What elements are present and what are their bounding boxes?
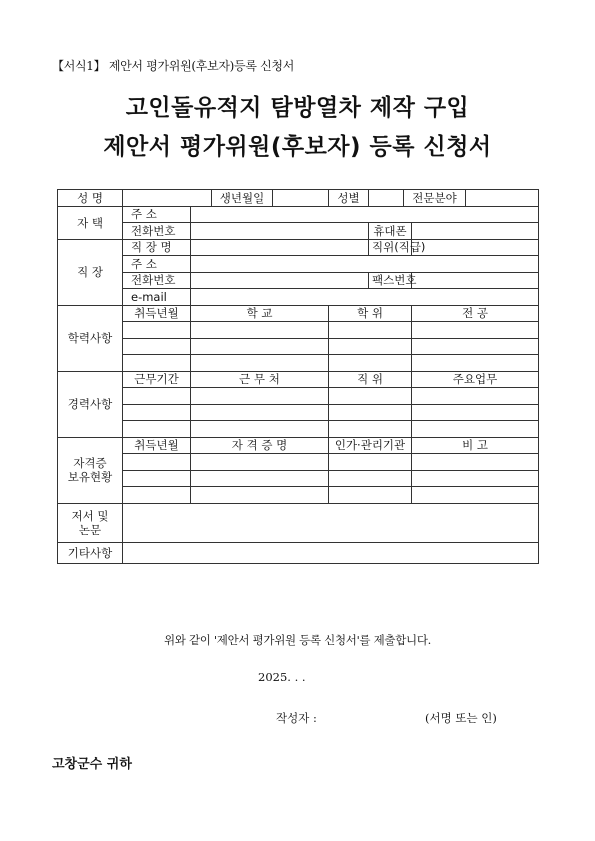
work-phone-field[interactable]: [191, 272, 369, 289]
career-cell[interactable]: [191, 421, 329, 438]
career-header-duties: 주요업무: [412, 371, 539, 388]
email-label: e-mail: [123, 289, 191, 306]
pub-label-line1: 저서 및: [71, 508, 109, 523]
home-label: 자 택: [58, 206, 123, 239]
workplace-label: 직 장 명: [123, 239, 191, 256]
edu-cell[interactable]: [123, 355, 191, 372]
name-field[interactable]: [123, 190, 212, 207]
edu-cell[interactable]: [412, 338, 539, 355]
position-field[interactable]: [412, 239, 539, 256]
career-label: 경력사항: [58, 371, 123, 437]
career-cell[interactable]: [123, 421, 191, 438]
table-row: [58, 421, 539, 438]
edu-cell[interactable]: [191, 322, 329, 339]
cert-cell[interactable]: [329, 454, 412, 471]
edu-cell[interactable]: [191, 355, 329, 372]
career-header-position: 직 위: [329, 371, 412, 388]
row-career-header: [58, 371, 539, 388]
edu-cell[interactable]: [412, 322, 539, 339]
page-title-line2: 제안서 평가위원(후보자) 등록 신청서: [103, 134, 492, 160]
home-phone-field[interactable]: [191, 223, 369, 240]
pub-label-line2: 논문: [78, 522, 102, 537]
table-row: [58, 322, 539, 339]
cert-cell[interactable]: [123, 470, 191, 487]
row-work-address: [58, 256, 539, 273]
gender-field[interactable]: [369, 190, 404, 207]
cert-cell[interactable]: [191, 487, 329, 504]
position-label: 직위(직급): [369, 239, 412, 256]
career-cell[interactable]: [123, 388, 191, 405]
cert-cell[interactable]: [329, 470, 412, 487]
edu-header-date: 취득년월: [123, 305, 191, 322]
email-field[interactable]: [191, 289, 539, 306]
career-cell[interactable]: [191, 404, 329, 421]
edu-cell[interactable]: [329, 322, 412, 339]
edu-cell[interactable]: [123, 322, 191, 339]
row-home-phone: [58, 223, 539, 240]
edu-cell[interactable]: [412, 355, 539, 372]
cert-header-date: 취득년월: [123, 437, 191, 454]
home-phone-label: 전화번호: [123, 223, 191, 240]
career-cell[interactable]: [329, 404, 412, 421]
row-cert-header: [58, 437, 539, 454]
work-address-label: 주 소: [123, 256, 191, 273]
field-field[interactable]: [466, 190, 539, 207]
row-workplace: [58, 239, 539, 256]
fax-field[interactable]: [412, 272, 539, 289]
table-row: [58, 404, 539, 421]
edu-cell[interactable]: [123, 338, 191, 355]
field-label: 전문분야: [404, 190, 466, 207]
edu-header-school: 학 교: [191, 305, 329, 322]
career-cell[interactable]: [123, 404, 191, 421]
cert-cell[interactable]: [191, 454, 329, 471]
writer-label: 작성자 :: [276, 711, 317, 725]
row-publications: [58, 503, 539, 542]
submit-statement: 위와 같이 '제안서 평가위원 등록 신청서'를 제출합니다.: [163, 633, 431, 647]
pub-field[interactable]: [123, 503, 539, 542]
work-phone-label: 전화번호: [123, 272, 191, 289]
name-label: 성 명: [58, 190, 123, 207]
table-row: [58, 388, 539, 405]
fax-label: 팩스번호: [369, 272, 412, 289]
row-home-address: [58, 206, 539, 223]
cert-cell[interactable]: [123, 454, 191, 471]
cert-header-name: 자 격 증 명: [191, 437, 329, 454]
signature-label: (서명 또는 인): [425, 711, 497, 725]
pub-label: [58, 503, 123, 542]
cert-label: [58, 437, 123, 503]
table-row: [58, 454, 539, 471]
row-name: [58, 190, 539, 207]
career-cell[interactable]: [191, 388, 329, 405]
etc-label: 기타사항: [58, 542, 123, 563]
table-row: [58, 487, 539, 504]
application-form-table: [57, 189, 539, 564]
form-label: 【서식1】 제안서 평가위원(후보자)등록 신청서: [52, 59, 295, 73]
career-cell[interactable]: [412, 388, 539, 405]
career-cell[interactable]: [329, 388, 412, 405]
cert-header-agency: 인가·관리기관: [329, 437, 412, 454]
mobile-label: 휴대폰: [369, 223, 412, 240]
career-header-period: 근무기간: [123, 371, 191, 388]
home-address-label: 주 소: [123, 206, 191, 223]
birth-field[interactable]: [273, 190, 329, 207]
table-row: [58, 355, 539, 372]
edu-header-degree: 학 위: [329, 305, 412, 322]
cert-cell[interactable]: [191, 470, 329, 487]
cert-cell[interactable]: [412, 454, 539, 471]
page-title-line1: 고인돌유적지 탐방열차 제작 구입: [125, 95, 470, 121]
cert-cell[interactable]: [412, 487, 539, 504]
career-cell[interactable]: [329, 421, 412, 438]
cert-label-line2: 보유현황: [67, 470, 113, 484]
career-cell[interactable]: [412, 404, 539, 421]
career-cell[interactable]: [412, 421, 539, 438]
cert-cell[interactable]: [412, 470, 539, 487]
addressee: 고창군수 귀하: [52, 757, 132, 772]
edu-cell[interactable]: [329, 338, 412, 355]
row-email: [58, 289, 539, 306]
row-etc: [58, 542, 539, 563]
date-line: 2025. . .: [258, 670, 306, 684]
mobile-field[interactable]: [412, 223, 539, 240]
edu-cell[interactable]: [191, 338, 329, 355]
edu-cell[interactable]: [329, 355, 412, 372]
workplace-field[interactable]: [191, 239, 369, 256]
birth-label: 생년월일: [212, 190, 273, 207]
cert-cell[interactable]: [123, 487, 191, 504]
etc-field[interactable]: [123, 542, 539, 563]
cert-header-note: 비 고: [412, 437, 539, 454]
cert-label-line1: 자격증: [73, 456, 107, 470]
career-header-workplace: 근 무 처: [191, 371, 329, 388]
table-row: [58, 338, 539, 355]
cert-cell[interactable]: [329, 487, 412, 504]
gender-label: 성별: [329, 190, 369, 207]
work-address-field[interactable]: [191, 256, 539, 273]
row-edu-header: [58, 305, 539, 322]
table-row: [58, 470, 539, 487]
row-work-phone: [58, 272, 539, 289]
edu-header-major: 전 공: [412, 305, 539, 322]
edu-label: 학력사항: [58, 305, 123, 371]
work-label: 직 장: [58, 239, 123, 305]
home-address-field[interactable]: [191, 206, 539, 223]
